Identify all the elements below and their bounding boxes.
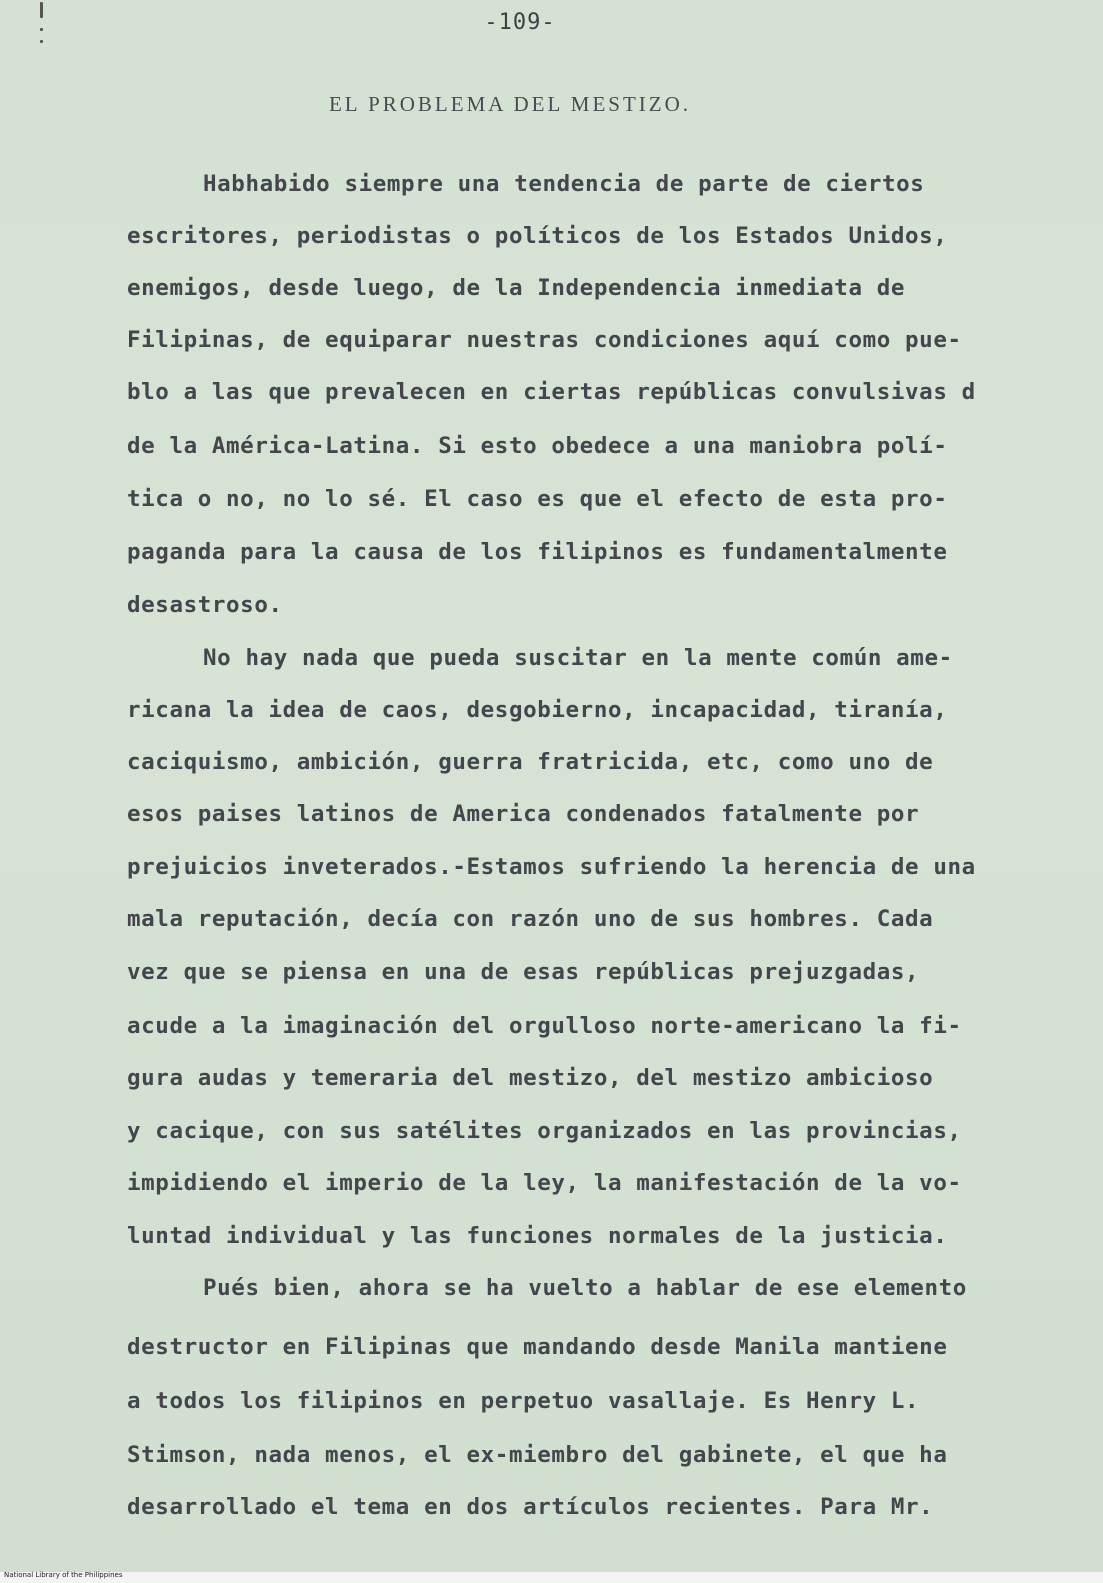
page-number: -109-	[484, 10, 556, 35]
text-line: Pués bien, ahora se ha vuelto a hablar de ese elemento	[203, 1275, 967, 1301]
text-line: esos paises latinos de America condenados fatalmente por	[127, 801, 920, 827]
text-line: impidiendo el imperio de la ley, la manifestación de la vo-	[127, 1170, 962, 1196]
text-line: escritores, periodistas o políticos de los Estados Unidos,	[127, 223, 948, 249]
text-line: de la América-Latina. Si esto obedece a una maniobra polí-	[127, 433, 948, 459]
page-title: EL PROBLEMA DEL MESTIZO.	[328, 92, 692, 116]
text-line: vez que se piensa en una de esas repúblicas prejuzgadas,	[127, 959, 920, 985]
scan-bottom-strip	[0, 1572, 1103, 1583]
text-line: blo a las que prevalecen en ciertas repúblicas convulsivas d	[127, 379, 976, 405]
text-line: desastroso.	[127, 592, 283, 618]
text-line: enemigos, desde luego, de la Independencia inmediata de	[127, 275, 906, 301]
text-line: destructor en Filipinas que mandando desde Manila mantiene	[127, 1334, 948, 1360]
text-line: prejuicios inveterados.-Estamos sufriendo la herencia de una	[127, 854, 976, 880]
text-line: Habhabido siempre una tendencia de parte de ciertos	[203, 171, 925, 197]
text-line: paganda para la causa de los filipinos es fundamentalmente	[127, 539, 948, 565]
footer-credit: National Library of the Philippines	[4, 1571, 123, 1579]
text-line: Filipinas, de equiparar nuestras condiciones aquí como pue-	[127, 327, 962, 353]
text-line: Stimson, nada menos, el ex-miembro del gabinete, el que ha	[127, 1442, 948, 1468]
text-line: gura audas y temeraria del mestizo, del mestizo ambicioso	[127, 1065, 934, 1091]
text-line: a todos los filipinos en perpetuo vasallaje. Es Henry L.	[127, 1388, 920, 1414]
text-line: ricana la idea de caos, desgobierno, incapacidad, tiranía,	[127, 697, 948, 723]
text-line: desarrollado el tema en dos artículos recientes. Para Mr.	[127, 1494, 934, 1520]
text-line: mala reputación, decía con razón uno de sus hombres. Cada	[127, 906, 934, 932]
text-line: luntad individual y las funciones normales de la justicia.	[127, 1223, 948, 1249]
text-line: acude a la imaginación del orgulloso norte-americano la fi-	[127, 1013, 962, 1039]
text-line: y cacique, con sus satélites organizados en las provincias,	[127, 1118, 962, 1144]
text-line: caciquismo, ambición, guerra fratricida, etc, como uno de	[127, 749, 934, 775]
text-line: tica o no, no lo sé. El caso es que el efecto de esta pro-	[127, 486, 948, 512]
text-line: No hay nada que pueda suscitar en la mente común ame-	[203, 645, 953, 671]
